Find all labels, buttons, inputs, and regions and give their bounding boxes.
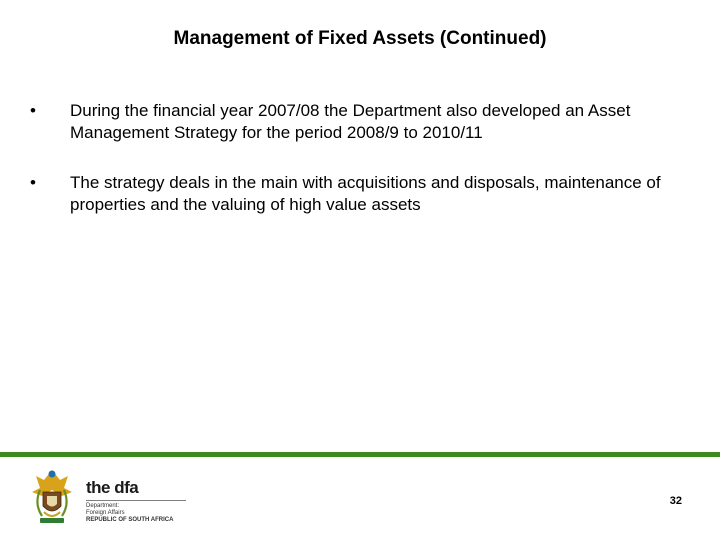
brand-divider: [86, 500, 186, 501]
brand-name: the dfa: [86, 478, 139, 497]
slide-title: Management of Fixed Assets (Continued): [173, 28, 547, 49]
bullet-marker: •: [30, 173, 36, 192]
dfa-logo: [30, 466, 200, 526]
department-label: Department:: [86, 503, 120, 509]
footer-rule: [0, 452, 720, 457]
coat-of-arms-icon: [30, 466, 74, 526]
bullet-item: [30, 172, 700, 216]
bullet-text: During the financial year 2007/08 the Department also developed an Asset Management Strategy for the period 2008/9 to 2010/11: [70, 101, 631, 142]
bullet-marker: •: [30, 101, 36, 120]
bullet-item: [30, 100, 700, 144]
department-name: Foreign Affairs: [86, 510, 125, 516]
country-name: REPUBLIC OF SOUTH AFRICA: [86, 517, 174, 523]
bullet-list: [30, 100, 700, 244]
page-number: 32: [669, 495, 682, 507]
bullet-text: The strategy deals in the main with acquisitions and disposals, maintenance of properties and the valuing of high value assets: [70, 173, 661, 214]
